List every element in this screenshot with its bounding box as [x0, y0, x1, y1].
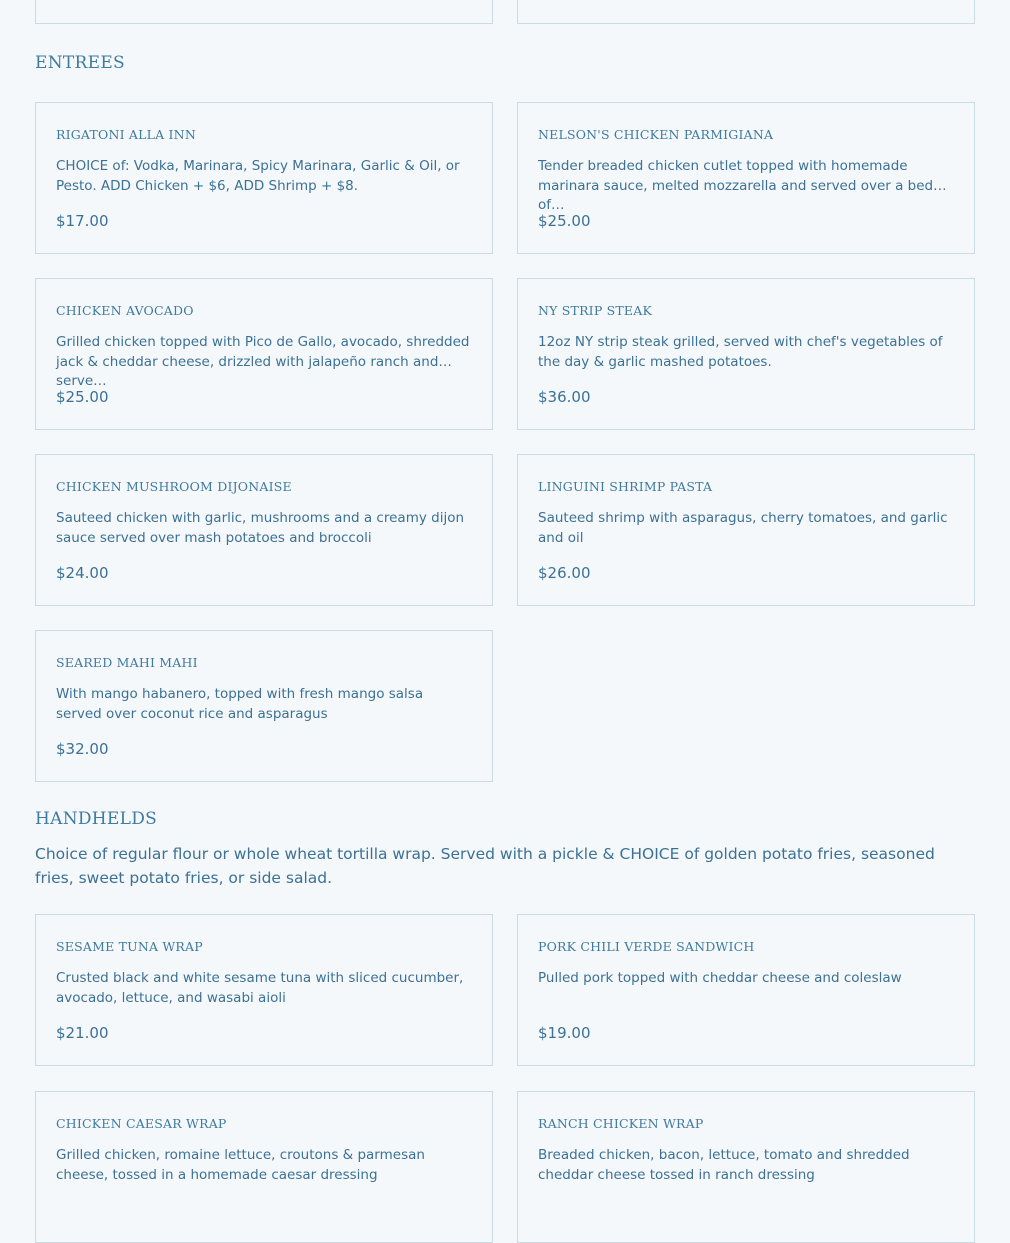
menu-item-card[interactable] [517, 1091, 975, 1243]
item-description: With mango habanero, topped with fresh mango salsa served over coconut rice and asparagus [56, 686, 424, 722]
item-description: Crusted black and white sesame tuna with sliced cucumber, avocado, lettuce, and wasabi aioli [56, 970, 464, 1006]
item-description: Sauteed shrimp with asparagus, cherry tomatoes, and garlic and oil [538, 510, 948, 546]
item-name: NELSON'S CHICKEN PARMIGIANA [538, 127, 774, 142]
item-name: LINGUINI SHRIMP PASTA [538, 479, 713, 494]
item-name: CHICKEN CAESAR WRAP [56, 1116, 227, 1131]
item-description: CHOICE of: Vodka, Marinara, Spicy Marinara, Garlic & Oil, or Pesto. ADD Chicken + $6, ADD Shrimp + $8. [56, 158, 460, 194]
item-description: Sauteed chicken with garlic, mushrooms and a creamy dijon sauce served over mash potatoes and broccoli [56, 510, 465, 546]
menu-item-card[interactable] [517, 102, 975, 254]
menu-item-card[interactable] [35, 630, 493, 782]
item-description: Grilled chicken topped with Pico de Gallo, avocado, shredded jack & cheddar cheese, drizzled with jalapeño ranch and serve… [56, 334, 470, 389]
item-name: SESAME TUNA WRAP [56, 939, 203, 954]
item-price: $32.00 [56, 740, 109, 758]
item-price: $25.00 [538, 212, 591, 230]
item-description: Pulled pork topped with cheddar cheese and coleslaw [538, 970, 902, 986]
menu-item-card[interactable] [35, 1091, 493, 1243]
item-name: RANCH CHICKEN WRAP [538, 1116, 704, 1131]
menu-item-card[interactable] [35, 102, 493, 254]
menu-item-card[interactable] [517, 914, 975, 1066]
item-name: SEARED MAHI MAHI [56, 655, 198, 670]
menu-item-card[interactable] [517, 278, 975, 430]
item-price: $25.00 [56, 388, 109, 406]
item-price: $36.00 [538, 388, 591, 406]
section-description: Choice of regular flour or whole wheat tortilla wrap. Served with a pickle & CHOICE of golden potato fries, seasoned fries, sweet potato fries, or side salad. [35, 845, 935, 887]
item-name: CHICKEN AVOCADO [56, 303, 194, 318]
menu-item-card[interactable] [35, 278, 493, 430]
item-price: $24.00 [56, 564, 109, 582]
item-name: CHICKEN MUSHROOM DIJONAISE [56, 479, 292, 494]
menu-item-card-partial[interactable] [35, 0, 493, 24]
item-name: NY STRIP STEAK [538, 303, 652, 318]
menu-item-card[interactable] [35, 454, 493, 606]
item-name: RIGATONI ALLA INN [56, 127, 196, 142]
section-title-entrees: ENTREES [35, 53, 125, 73]
item-description: Tender breaded chicken cutlet topped with homemade marinara sauce, melted mozzarella and served over a bed of… [538, 158, 934, 213]
item-price: $19.00 [538, 1024, 591, 1042]
menu-item-card[interactable] [35, 914, 493, 1066]
item-price: $26.00 [538, 564, 591, 582]
item-description: 12oz NY strip steak grilled, served with chef's vegetables of the day & garlic mashed potatoes. [538, 334, 943, 370]
item-price: $21.00 [56, 1024, 109, 1042]
section-title-handhelds: HANDHELDS [35, 809, 158, 829]
item-name: PORK CHILI VERDE SANDWICH [538, 939, 755, 954]
item-price: $17.00 [56, 212, 109, 230]
menu-item-card[interactable] [517, 454, 975, 606]
item-description: Breaded chicken, bacon, lettuce, tomato and shredded cheddar cheese tossed in ranch dressing [538, 1147, 910, 1183]
item-description: Grilled chicken, romaine lettuce, croutons & parmesan cheese, tossed in a homemade caesar dressing [56, 1147, 425, 1183]
menu-item-card-partial[interactable] [517, 0, 975, 24]
